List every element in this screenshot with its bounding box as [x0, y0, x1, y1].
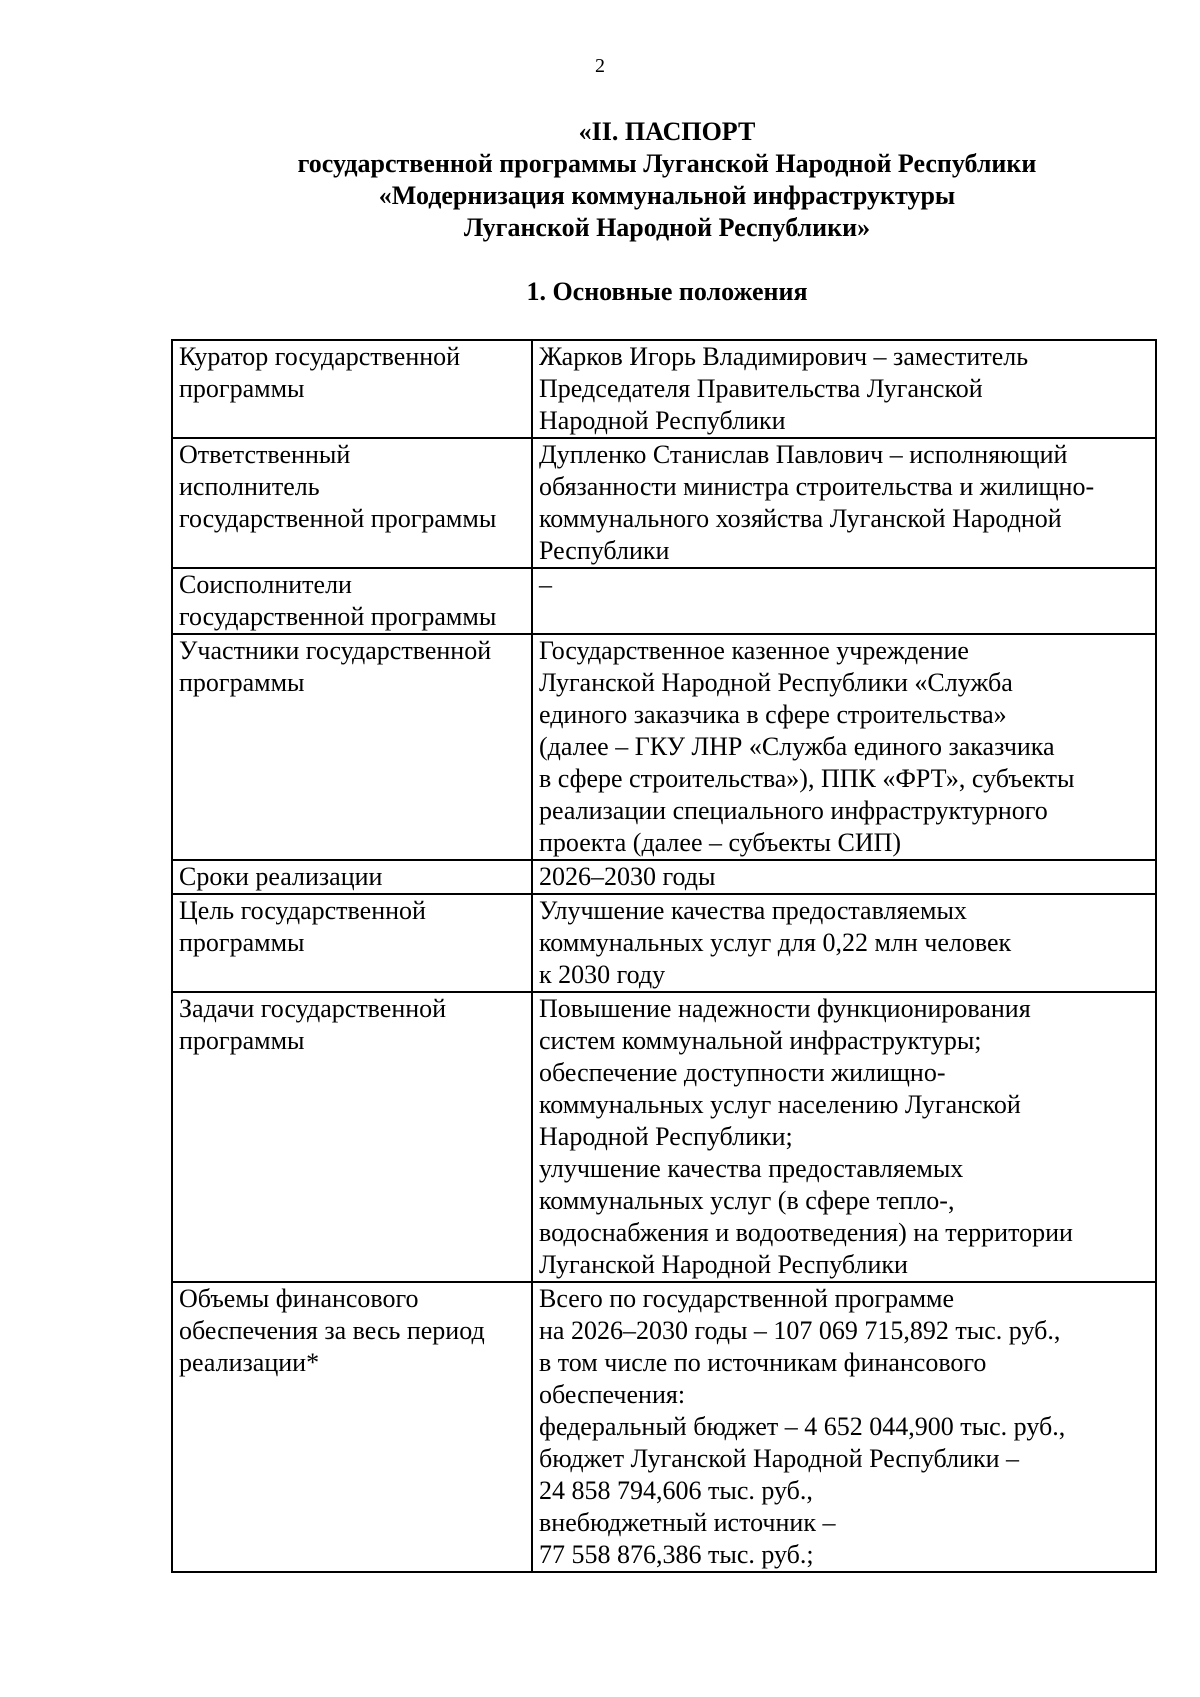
title-line: государственной программы Луганской Народной Республики	[297, 149, 1037, 178]
row-value-timeframe: 2026–2030 годы	[532, 860, 1156, 894]
table-row	[172, 568, 1156, 634]
title-line: Луганской Народной Республики»	[463, 213, 871, 242]
row-value-goal: Улучшение качества предоставляемых коммунальных услуг для 0,22 млн человек к 2030 году	[532, 894, 1156, 992]
table-row	[172, 340, 1156, 438]
row-label-goal: Цель государственной программы	[172, 894, 532, 992]
row-value-participants: Государственное казенное учреждение Луганской Народной Республики «Служба единого заказчика в сфере строительства» (далее – ГКУ ЛНР «Служба единого заказчика в сфере строительства»), ППК «ФРТ», субъекты реализации специального инфраструктурного проекта (далее – субъекты СИП)	[532, 634, 1156, 860]
table-row	[172, 992, 1156, 1282]
table-row	[172, 438, 1156, 568]
row-label-timeframe: Сроки реализации	[172, 860, 532, 894]
row-value-tasks: Повышение надежности функционирования систем коммунальной инфраструктуры; обеспечение доступности жилищно- коммунальных услуг населению Луганской Народной Республики; улучшение качества предоставляемых коммунальных услуг (в сфере тепло-, водоснабжения и водоотведения) на территории Луганской Народной Республики	[532, 992, 1156, 1282]
row-label-coexecutors: Соисполнители государственной программы	[172, 568, 532, 634]
page-number: 2	[595, 55, 605, 77]
row-label-funding: Объемы финансового обеспечения за весь период реализации*	[172, 1282, 532, 1572]
row-value-curator: Жарков Игорь Владимирович – заместитель Председателя Правительства Луганской Народной Республики	[532, 340, 1156, 438]
row-value-funding: Всего по государственной программе на 2026–2030 годы – 107 069 715,892 тыс. руб., в том числе по источникам финансового обеспечения: федеральный бюджет – 4 652 044,900 тыс. руб., бюджет Луганской Народной Республики – 24 858 794,606 тыс. руб., внебюджетный источник – 77 558 876,386 тыс. руб.;	[532, 1282, 1156, 1572]
table-row	[172, 634, 1156, 860]
row-value-coexecutors: –	[532, 568, 1156, 634]
title-line: «II. ПАСПОРТ	[578, 117, 756, 146]
row-value-responsible: Дупленко Станислав Павлович – исполняющий обязанности министра строительства и жилищно- коммунального хозяйства Луганской Народной Республики	[532, 438, 1156, 568]
row-label-responsible: Ответственный исполнитель государственной программы	[172, 438, 532, 568]
table-row	[172, 1282, 1156, 1572]
row-label-participants: Участники государственной программы	[172, 634, 532, 860]
document-title	[172, 116, 1162, 244]
row-label-curator: Куратор государственной программы	[172, 340, 532, 438]
title-line: «Модернизация коммунальной инфраструктуры	[378, 181, 956, 210]
table-row	[172, 860, 1156, 894]
table-row	[172, 894, 1156, 992]
row-label-tasks: Задачи государственной программы	[172, 992, 532, 1282]
section-heading: 1. Основные положения	[526, 277, 808, 306]
passport-table	[171, 339, 1157, 1573]
